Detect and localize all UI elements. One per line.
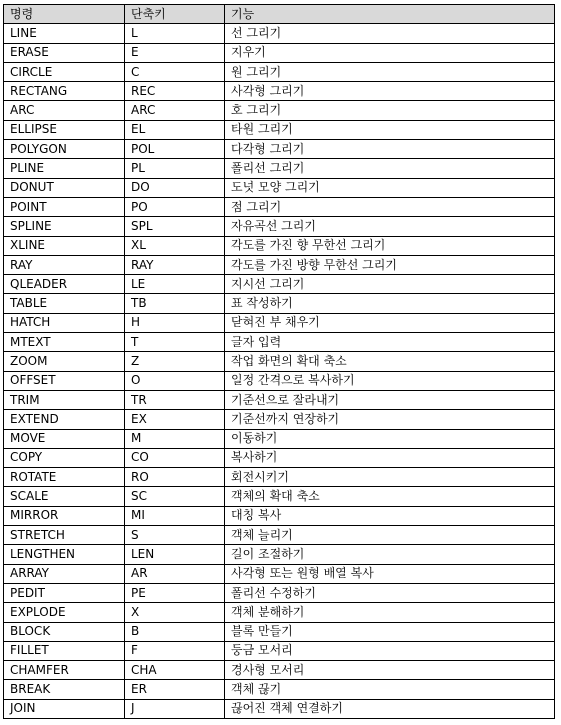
command-table-container [3, 4, 555, 719]
cell-command: COPY [4, 448, 125, 467]
cell-function: 블록 만들기 [225, 622, 555, 641]
table-row [4, 178, 555, 197]
table-row [4, 506, 555, 525]
cell-shortcut: X [125, 603, 225, 622]
cell-function: 타원 그리기 [225, 120, 555, 139]
cell-shortcut: EL [125, 120, 225, 139]
table-row [4, 468, 555, 487]
header-shortcut: 단축키 [125, 5, 225, 24]
cell-command: PLINE [4, 159, 125, 178]
table-row [4, 120, 555, 139]
cell-shortcut: REC [125, 82, 225, 101]
cell-function: 점 그리기 [225, 197, 555, 216]
table-row [4, 236, 555, 255]
cell-function: 객체 분해하기 [225, 603, 555, 622]
cell-shortcut: ER [125, 680, 225, 699]
cell-shortcut: MI [125, 506, 225, 525]
cell-command: CIRCLE [4, 62, 125, 81]
cell-function: 이동하기 [225, 429, 555, 448]
table-row [4, 680, 555, 699]
cell-command: MOVE [4, 429, 125, 448]
table-row [4, 603, 555, 622]
table-row [4, 140, 555, 159]
table-row [4, 294, 555, 313]
table-row [4, 24, 555, 43]
cell-shortcut: PE [125, 583, 225, 602]
table-row [4, 275, 555, 294]
cell-shortcut: SPL [125, 217, 225, 236]
cell-shortcut: RO [125, 468, 225, 487]
cell-command: ARRAY [4, 564, 125, 583]
cell-command: ELLIPSE [4, 120, 125, 139]
cell-shortcut: PL [125, 159, 225, 178]
cell-shortcut: S [125, 526, 225, 545]
header-command: 명령 [4, 5, 125, 24]
cell-function: 폴리선 그리기 [225, 159, 555, 178]
cell-command: BREAK [4, 680, 125, 699]
cell-command: PEDIT [4, 583, 125, 602]
table-row [4, 526, 555, 545]
cell-function: 기준선으로 잘라내기 [225, 390, 555, 409]
header-row [4, 5, 555, 24]
cell-function: 선 그리기 [225, 24, 555, 43]
cell-command: EXTEND [4, 410, 125, 429]
cell-function: 다각형 그리기 [225, 140, 555, 159]
cell-command: ERASE [4, 43, 125, 62]
cell-shortcut: O [125, 371, 225, 390]
cell-command: RAY [4, 255, 125, 274]
cell-command: SPLINE [4, 217, 125, 236]
cell-command: HATCH [4, 313, 125, 332]
cell-command: BLOCK [4, 622, 125, 641]
table-row [4, 622, 555, 641]
cell-shortcut: C [125, 62, 225, 81]
table-row [4, 371, 555, 390]
cell-command: STRETCH [4, 526, 125, 545]
cell-shortcut: TB [125, 294, 225, 313]
cell-command: LENGTHEN [4, 545, 125, 564]
cell-function: 지우기 [225, 43, 555, 62]
cell-function: 기준선까지 연장하기 [225, 410, 555, 429]
cell-shortcut: DO [125, 178, 225, 197]
cell-function: 폴리선 수정하기 [225, 583, 555, 602]
cell-command: ROTATE [4, 468, 125, 487]
table-row [4, 313, 555, 332]
cell-function: 회전시키기 [225, 468, 555, 487]
cell-function: 도넛 모양 그리기 [225, 178, 555, 197]
cell-command: OFFSET [4, 371, 125, 390]
cell-function: 객체 늘리기 [225, 526, 555, 545]
cell-shortcut: XL [125, 236, 225, 255]
table-row [4, 699, 555, 718]
cell-shortcut: PO [125, 197, 225, 216]
cell-command: EXPLODE [4, 603, 125, 622]
table-row [4, 564, 555, 583]
cell-function: 복사하기 [225, 448, 555, 467]
table-row [4, 333, 555, 352]
table-row [4, 159, 555, 178]
cell-command: DONUT [4, 178, 125, 197]
table-row [4, 255, 555, 274]
table-row [4, 583, 555, 602]
cell-function: 원 그리기 [225, 62, 555, 81]
cell-function: 자유곡선 그리기 [225, 217, 555, 236]
cell-command: LINE [4, 24, 125, 43]
cell-command: FILLET [4, 641, 125, 660]
table-row [4, 43, 555, 62]
cell-shortcut: ARC [125, 101, 225, 120]
table-row [4, 661, 555, 680]
cell-command: XLINE [4, 236, 125, 255]
cell-function: 호 그리기 [225, 101, 555, 120]
cell-shortcut: EX [125, 410, 225, 429]
cell-shortcut: T [125, 333, 225, 352]
table-row [4, 487, 555, 506]
cell-shortcut: LEN [125, 545, 225, 564]
cell-function: 작업 화면의 확대 축소 [225, 352, 555, 371]
table-row [4, 448, 555, 467]
cell-function: 사각형 그리기 [225, 82, 555, 101]
cell-command: RECTANG [4, 82, 125, 101]
cell-command: JOIN [4, 699, 125, 718]
cell-shortcut: AR [125, 564, 225, 583]
table-row [4, 641, 555, 660]
cell-function: 글자 입력 [225, 333, 555, 352]
cell-shortcut: L [125, 24, 225, 43]
table-row [4, 62, 555, 81]
cell-command: MIRROR [4, 506, 125, 525]
cell-shortcut: H [125, 313, 225, 332]
cell-shortcut: POL [125, 140, 225, 159]
header-function: 기능 [225, 5, 555, 24]
cell-function: 객체 끊기 [225, 680, 555, 699]
cell-command: CHAMFER [4, 661, 125, 680]
cell-function: 사각형 또는 원형 배열 복사 [225, 564, 555, 583]
cell-shortcut: SC [125, 487, 225, 506]
cell-shortcut: RAY [125, 255, 225, 274]
cell-command: ZOOM [4, 352, 125, 371]
cell-function: 객체의 확대 축소 [225, 487, 555, 506]
cell-shortcut: CO [125, 448, 225, 467]
table-row [4, 410, 555, 429]
table-row [4, 390, 555, 409]
table-header [4, 5, 555, 24]
cell-function: 각도를 가진 향 무한선 그리기 [225, 236, 555, 255]
cell-command: TABLE [4, 294, 125, 313]
cell-shortcut: CHA [125, 661, 225, 680]
cell-command: QLEADER [4, 275, 125, 294]
cell-function: 끊어진 객체 연결하기 [225, 699, 555, 718]
table-row [4, 82, 555, 101]
table-row [4, 217, 555, 236]
cell-function: 일정 간격으로 복사하기 [225, 371, 555, 390]
cell-function: 경사형 모서리 [225, 661, 555, 680]
table-body [4, 24, 555, 719]
cell-shortcut: J [125, 699, 225, 718]
cell-shortcut: Z [125, 352, 225, 371]
table-row [4, 101, 555, 120]
cell-command: TRIM [4, 390, 125, 409]
cell-shortcut: LE [125, 275, 225, 294]
cell-command: POINT [4, 197, 125, 216]
table-row [4, 545, 555, 564]
cell-function: 표 작성하기 [225, 294, 555, 313]
cell-shortcut: B [125, 622, 225, 641]
table-row [4, 429, 555, 448]
table-row [4, 352, 555, 371]
cell-function: 닫혀진 부 채우기 [225, 313, 555, 332]
cell-command: ARC [4, 101, 125, 120]
cell-command: MTEXT [4, 333, 125, 352]
cell-function: 각도를 가진 방향 무한선 그리기 [225, 255, 555, 274]
cell-shortcut: M [125, 429, 225, 448]
cell-function: 둥금 모서리 [225, 641, 555, 660]
table-row [4, 197, 555, 216]
cell-shortcut: F [125, 641, 225, 660]
cell-function: 지시선 그리기 [225, 275, 555, 294]
cell-shortcut: TR [125, 390, 225, 409]
cell-shortcut: E [125, 43, 225, 62]
command-table [3, 4, 555, 719]
cell-command: POLYGON [4, 140, 125, 159]
cell-command: SCALE [4, 487, 125, 506]
cell-function: 길이 조절하기 [225, 545, 555, 564]
cell-function: 대칭 복사 [225, 506, 555, 525]
